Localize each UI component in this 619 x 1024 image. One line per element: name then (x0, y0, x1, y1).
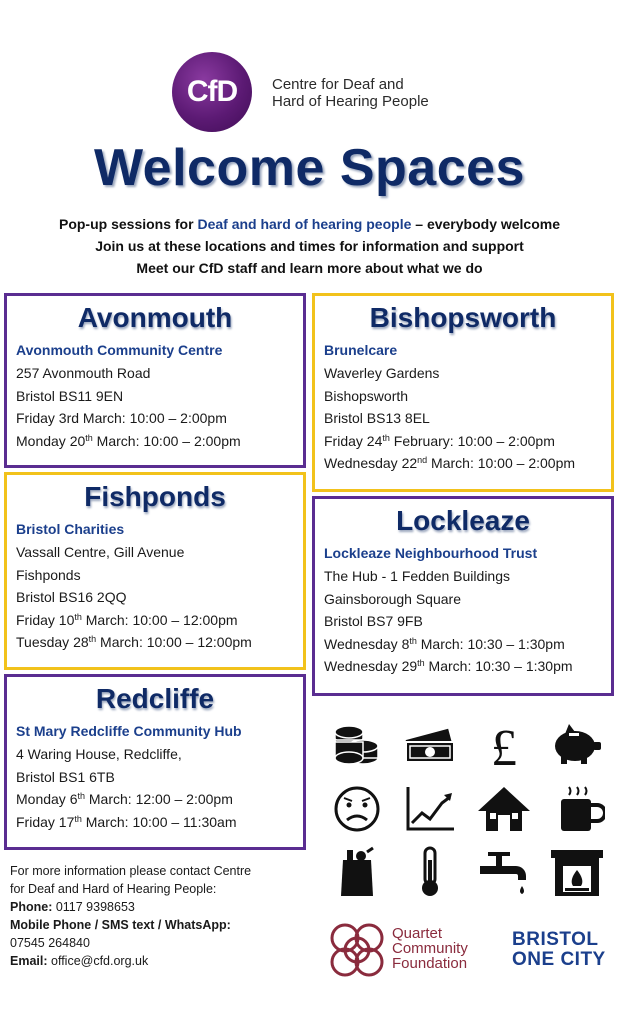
location-avonmouth: Avonmouth Avonmouth Community Centre 257 Avonmouth Road Bristol BS11 9EN Friday 3rd March: 10:00 – 2:00pm Monday 20th March: 10:00 – 2:00pm (4, 293, 306, 468)
support-icons (320, 714, 614, 904)
bristol-one-city-logo: BRISTOL ONE CITY (512, 929, 606, 970)
location-fishponds: Fishponds Bristol Charities Vassall Centre, Gill Avenue Fishponds Bristol BS16 2QQ Friday 10th March: 10:00 – 12:00pm Tuesday 28th March: 10:00 – 12:00pm (4, 472, 306, 670)
house-icon (476, 783, 532, 835)
thermometer-icon (402, 846, 458, 898)
session: Friday 3rd March: 10:00 – 2:00pm (16, 410, 227, 426)
session: Monday 6th March: 12:00 – 2:00pm (16, 791, 233, 807)
location-lockleaze: Lockleaze Lockleaze Neighbourhood Trust The Hub - 1 Fedden Buildings Gainsborough Square Bristol BS7 9FB Wednesday 8th March: 10:30 – 1:30pm Wednesday 29th March: 10:30 – 1:30pm (312, 496, 614, 696)
session: Wednesday 29th March: 10:30 – 1:30pm (324, 658, 573, 674)
session: Friday 24th February: 10:00 – 2:00pm (324, 432, 555, 449)
sad-face-icon (329, 783, 385, 835)
session: Monday 20th March: 10:00 – 2:00pm (16, 432, 241, 449)
location-redcliffe: Redcliffe St Mary Redcliffe Community Hub 4 Waring House, Redcliffe, Bristol BS1 6TB Monday 6th March: 12:00 – 2:00pm Friday 17th March: 10:00 – 11:30am (4, 674, 306, 850)
location-bishopsworth: Bishopsworth Brunelcare Waverley Gardens Bishopsworth Bristol BS13 8EL Friday 24th February: 10:00 – 2:00pm Wednesday 22nd March: 10:00 – 2:00pm (312, 293, 614, 492)
pound-icon (476, 720, 532, 772)
location-name: Bishopsworth (369, 302, 557, 333)
hot-drink-icon (549, 783, 605, 835)
location-name: Avonmouth (77, 302, 233, 333)
session: Wednesday 8th March: 10:30 – 1:30pm (324, 635, 565, 652)
tap-icon (476, 846, 532, 898)
mobile-number[interactable]: 07545 264840 (10, 936, 90, 950)
banknote-icon (402, 720, 458, 772)
intro-text: Pop-up sessions for Deaf and hard of hearing people – everybody welcome Join us at these locations and times for information and support Meet our CfD staff and learn more about what we do (58, 216, 561, 276)
venue-name: Avonmouth Community Centre (16, 342, 223, 358)
session: Wednesday 22nd March: 10:00 – 2:00pm (324, 455, 576, 471)
session: Friday 10th March: 10:00 – 12:00pm (16, 611, 238, 628)
location-name: Lockleaze (396, 505, 530, 536)
location-name: Fishponds (84, 481, 226, 512)
quartet-logo-text: Quartet Community Foundation (392, 925, 468, 972)
page-title: Welcome Spaces (94, 139, 525, 197)
rising-chart-icon (402, 783, 458, 835)
grocery-bag-icon (329, 846, 385, 898)
coins-icon (329, 720, 385, 772)
svg-text:£: £ (490, 719, 517, 772)
cfd-logo: CfD (172, 52, 252, 132)
venue-name: St Mary Redcliffe Community Hub (16, 723, 242, 739)
piggy-bank-icon (549, 720, 605, 772)
location-name: Redcliffe (95, 683, 215, 714)
venue-name: Brunelcare (324, 342, 398, 358)
session: Tuesday 28th March: 10:00 – 12:00pm (16, 634, 252, 650)
session: Friday 17th March: 10:00 – 11:30am (16, 813, 237, 830)
fireplace-icon (549, 846, 605, 898)
org-name: Centre for Deaf and Hard of Hearing People (272, 76, 429, 110)
email-link[interactable]: office@cfd.org.uk (47, 954, 149, 968)
venue-name: Lockleaze Neighbourhood Trust (324, 545, 538, 561)
contact-info: For more information please contact Centre for Deaf and Hard of Hearing People: Phone: 0117 9398653 Mobile Phone / SMS text / WhatsApp: 07545 264840 Email: office@cfd.org.uk (10, 862, 300, 970)
phone-number[interactable]: 0117 9398653 (52, 900, 135, 914)
venue-name: Bristol Charities (16, 521, 125, 537)
